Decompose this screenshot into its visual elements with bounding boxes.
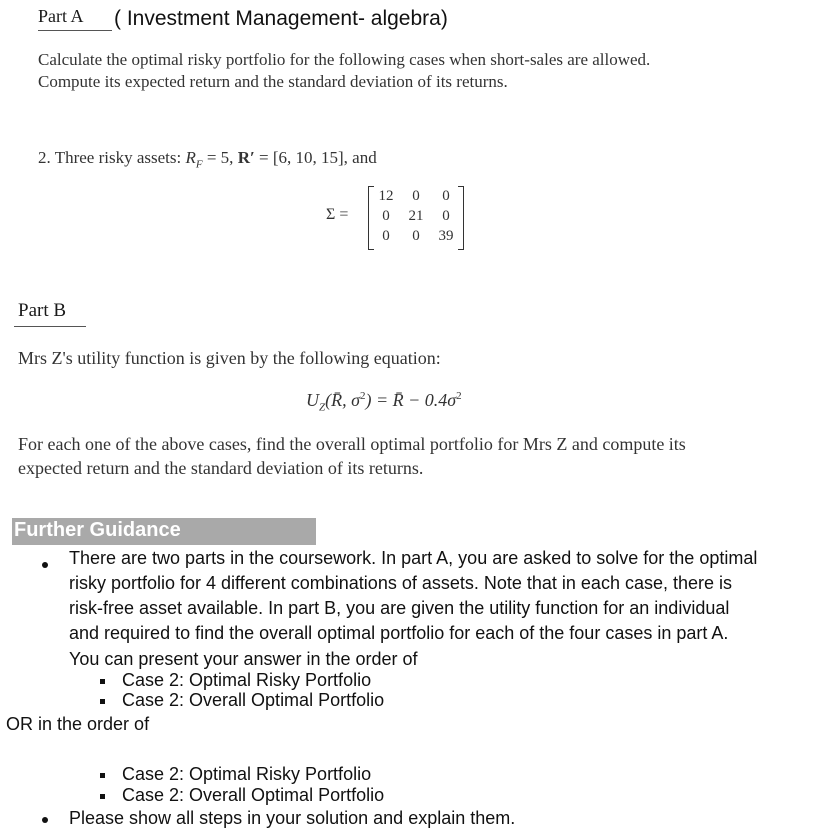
matrix-cell: 0 — [412, 188, 420, 204]
part-a-underline — [38, 30, 112, 31]
covariance-matrix — [368, 186, 464, 250]
part-b-underline — [14, 326, 86, 327]
part-a-title: ( Investment Management- algebra) — [114, 7, 448, 30]
matrix-cell: 12 — [378, 188, 394, 204]
part-a-intro-line1: Calculate the optimal risky portfolio for the following cases when short-sales are allowed. — [38, 50, 651, 69]
guidance-sub-item: Case 2: Optimal Risky Portfolio — [122, 764, 372, 784]
sigma-label: Σ = — [326, 206, 349, 223]
case2-prefix: 2. Three risky assets: — [38, 148, 186, 167]
r-value: = [6, 10, 15], and — [254, 148, 377, 167]
square-bullet-icon — [100, 679, 105, 684]
utility-sq2: 2 — [456, 390, 462, 402]
utility-mid: ) = R̄ − 0.4σ — [365, 390, 457, 410]
matrix-cell: 0 — [382, 208, 390, 224]
guidance-sub-item: Case 2: Optimal Risky Portfolio — [122, 670, 372, 690]
matrix-cell: 39 — [438, 228, 454, 244]
square-bullet-icon — [100, 699, 105, 704]
case2-statement — [38, 148, 377, 170]
part-b-task-line2: expected return and the standard deviation of its returns. — [18, 458, 424, 478]
square-bullet-icon — [100, 773, 105, 778]
square-bullet-icon — [100, 794, 105, 799]
guidance-bullet1-line2: risky portfolio for 4 different combinations of assets. Note that in each case, there is — [69, 573, 733, 593]
guidance-bullet1-line1: There are two parts in the coursework. In part A, you are asked to solve for the optimal — [69, 548, 758, 568]
part-a-label: Part A — [38, 6, 84, 26]
utility-sq1: 2 — [360, 390, 366, 402]
guidance-bullet2: Please show all steps in your solution and explain them. — [69, 808, 516, 828]
guidance-bullet1-line3: risk-free asset available. In part B, you are given the utility function for an individual — [69, 598, 730, 618]
rf-subscript: F — [195, 158, 203, 171]
part-a-intro-line2: Compute its expected return and the standard deviation of its returns. — [38, 72, 508, 91]
matrix-cell: 0 — [382, 228, 390, 244]
matrix-cell: 0 — [412, 228, 420, 244]
matrix-cell: 0 — [442, 208, 450, 224]
rf-value: = 5, — [202, 148, 238, 167]
utility-subscript: Z — [319, 401, 326, 414]
utility-description: Mrs Z's utility function is given by the following equation: — [18, 348, 441, 368]
guidance-bullet1-line4: and required to find the overall optimal portfolio for each of the four cases in part A. — [69, 623, 729, 643]
guidance-sub-item: Case 2: Overall Optimal Portfolio — [122, 690, 385, 710]
matrix-cell: 0 — [442, 188, 450, 204]
bullet-dot-icon — [42, 562, 48, 568]
guidance-title: Further Guidance — [14, 519, 181, 541]
guidance-sub-item: Case 2: Overall Optimal Portfolio — [122, 785, 385, 805]
bullet-dot-icon — [42, 817, 48, 823]
part-b-label: Part B — [18, 300, 67, 321]
rf-symbol: R — [185, 148, 196, 167]
utility-u: U — [306, 390, 319, 410]
r-symbol: R′ — [237, 148, 255, 167]
matrix-cell: 21 — [408, 208, 424, 224]
guidance-bullet1-line5: You can present your answer in the order of — [69, 649, 418, 669]
utility-equation — [306, 390, 462, 414]
part-b-task-line1: For each one of the above cases, find the overall optimal portfolio for Mrs Z and compute its — [18, 434, 686, 454]
utility-args: (R̄, σ — [325, 390, 360, 410]
guidance-or-text: OR in the order of — [6, 714, 150, 734]
